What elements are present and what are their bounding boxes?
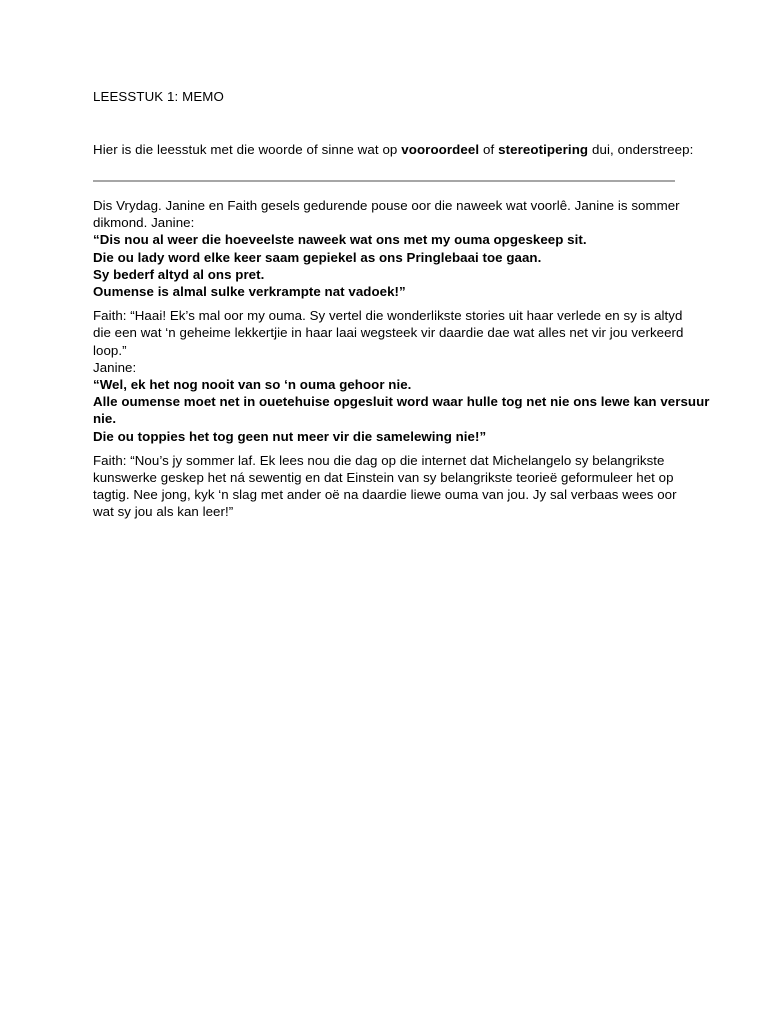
document-heading: LEESSTUK 1: MEMO — [93, 89, 224, 104]
narration-line: dikmond. Janine: — [93, 215, 195, 231]
paragraph-2 — [93, 307, 710, 445]
faith-quote-line: wat sy jou als kan leer!” — [93, 504, 234, 520]
faith-quote-line: Faith: “Nou’s jy sommer laf. Ek lees nou die dag op die internet dat Michelangelo sy belangrikste — [93, 452, 665, 468]
janine-quote-line: Alle oumense moet net in ouetehuise opgesluit word waar hulle tog net nie ons lewe kan versuur — [93, 394, 710, 410]
faith-quote-line: tagtig. Nee jong, kyk ‘n slag met ander oë na daardie liewe ouma van jou. Jy sal verbaas wees oor — [93, 487, 677, 503]
paragraph-1 — [93, 197, 683, 300]
instruction-text-start: Hier is die leesstuk met die woorde of sinne wat op — [93, 142, 402, 157]
horizontal-divider — [93, 180, 675, 182]
instruction-text-mid: of — [479, 142, 499, 157]
janine-quote-line: Die ou toppies het tog geen nut meer vir die samelewing nie!” — [93, 428, 487, 444]
faith-quote-line: die een wat ‘n geheime lekkertjie in haar laai wegsteek vir daardie dae wat alles net vir jou verkeerd — [93, 325, 684, 341]
faith-quote-line: Faith: “Haai! Ek’s mal oor my ouma. Sy vertel die wonderlikste stories uit haar verlede en sy is altyd — [93, 308, 683, 324]
narration-line: Dis Vrydag. Janine en Faith gesels gedurende pouse oor die naweek wat voorlê. Janine is sommer — [93, 198, 680, 213]
janine-quote-line: Oumense is almal sulke verkrampte nat vadoek!” — [93, 284, 406, 300]
keyword-vooroordeel: vooroordeel — [401, 142, 480, 157]
janine-quote-line: “Dis nou al weer die hoeveelste naweek wat ons met my ouma opgeskeep sit. — [93, 232, 587, 248]
janine-quote-line: Die ou lady word elke keer saam gepiekel as ons Pringlebaai toe gaan. — [93, 249, 542, 265]
faith-quote-line: loop.” — [93, 342, 127, 358]
janine-quote-line: “Wel, ek het nog nooit van so ‘n ouma gehoor nie. — [93, 377, 412, 393]
keyword-stereotipering: stereotipering — [498, 142, 589, 157]
instruction-text-end: dui, onderstreep: — [588, 142, 694, 157]
instruction-line — [93, 142, 693, 158]
faith-quote-line: kunswerke geskep het ná sewentig en dat Einstein van sy belangrikste teorieë geformuleer het op — [93, 470, 674, 486]
speaker-label: Janine: — [93, 359, 137, 375]
janine-quote-line: Sy bederf altyd al ons pret. — [93, 266, 265, 282]
janine-quote-line: nie. — [93, 411, 117, 427]
paragraph-3 — [93, 452, 683, 521]
reading-passage — [93, 197, 710, 521]
